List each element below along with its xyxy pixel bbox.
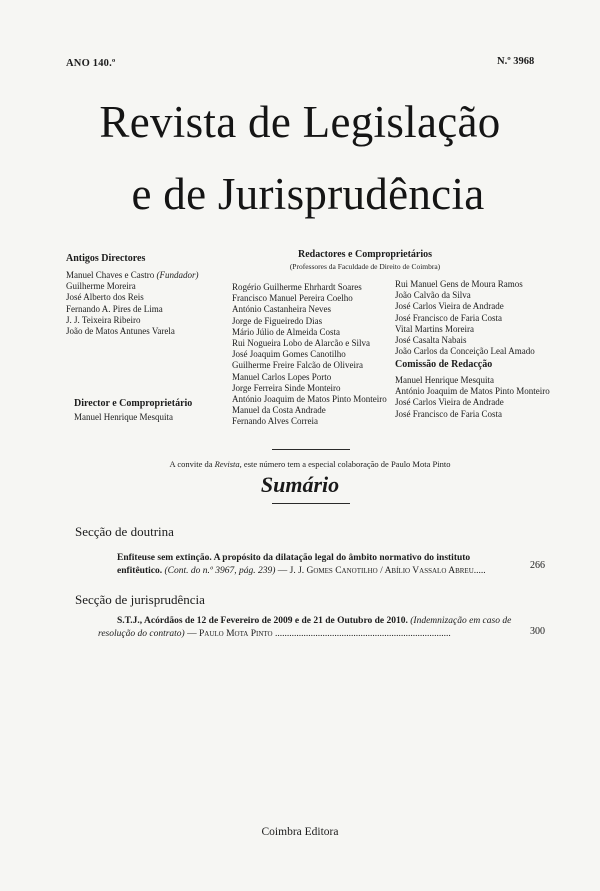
editor: João Carlos da Conceição Leal Amado	[395, 346, 535, 357]
editor: Rogério Guilherme Ehrhardt Soares	[232, 282, 362, 292]
editor: José Casalta Nabais	[395, 335, 467, 346]
editor: António Joaquim de Matos Pinto Monteiro	[232, 394, 387, 405]
journal-title-line2: e de Jurisprudência	[131, 169, 485, 219]
volume-year: ANO 140.º	[66, 58, 116, 69]
editor: Vital Martins Moreira	[395, 323, 474, 334]
editor: João Calvão da Silva	[395, 290, 471, 301]
doctrine-page-number: 266	[530, 560, 545, 571]
issue-number: N.º 3968	[497, 56, 535, 67]
doctrine-section-title: Secção de doutrina	[75, 524, 174, 539]
editors-column-2	[395, 279, 535, 357]
editor: Mário Júlio de Almeida Costa	[232, 326, 340, 337]
editors-column-1	[232, 282, 387, 428]
committee-member: José Carlos Vieira de Andrade	[395, 397, 504, 408]
editors-heading: Redactores e Comproprietários	[297, 249, 433, 260]
divider-bottom	[272, 503, 350, 504]
jurisprudence-section-title: Secção de jurisprudência	[75, 592, 205, 607]
director-name: Manuel Henrique Mesquita	[74, 412, 173, 422]
editor: Manuel Carlos Lopes Porto	[232, 371, 332, 382]
former-director: J. J. Teixeira Ribeiro	[66, 314, 141, 325]
editor: Jorge Ferreira Sinde Monteiro	[232, 382, 341, 393]
former-director: Manuel Chaves e Castro (Fundador)	[66, 270, 199, 280]
doctrine-entry: Enfiteuse sem extinção. A propósito da dilatação legal do âmbito normativo do instituto enfitêutico. (Cont. do n.º 3967, pág. 239) — J. J. Gomes Canotilho / Abílio Vassalo Abreu.....	[117, 553, 486, 576]
editor: Francisco Manuel Pereira Coelho	[232, 293, 353, 304]
editorial-committee-list	[395, 375, 550, 420]
editor: António Castanheira Neves	[232, 304, 331, 315]
former-director: José Alberto dos Reis	[66, 292, 144, 303]
editorial-committee-heading: Comissão de Redacção	[395, 359, 493, 370]
summary-title: Sumário	[260, 472, 340, 497]
former-director: Fernando A. Pires de Lima	[66, 303, 163, 314]
director-heading: Director e Comproprietário	[74, 398, 193, 409]
editor: José Joaquim Gomes Canotilho	[232, 349, 346, 360]
editor: Rui Nogueira Lobo de Alarcão e Silva	[232, 338, 370, 349]
editor: Fernando Alves Correia	[232, 416, 318, 427]
jurisprudence-entry: S.T.J., Acórdãos de 12 de Fevereiro de 2009 e de 21 de Outubro de 2010. (Indemnização em caso de resolução do contrato) — Paulo Mota Pinto ..........................................................................	[98, 616, 512, 639]
divider-top	[272, 449, 350, 450]
former-directors-list	[66, 270, 198, 337]
editor: Guilherme Freire Falcão de Oliveira	[232, 360, 363, 371]
former-directors-heading: Antigos Directores	[66, 253, 146, 264]
editor: José Carlos Vieira de Andrade	[395, 301, 504, 312]
publisher: Coimbra Editora	[261, 826, 339, 838]
collaboration-note: A convite da Revista, este número tem a especial colaboração de Paulo Mota Pinto	[169, 459, 451, 469]
journal-title-line1: Revista de Legislação	[99, 97, 501, 147]
editor: Jorge de Figueiredo Dias	[232, 315, 323, 326]
jurisprudence-page-number: 300	[530, 626, 545, 637]
committee-member: Manuel Henrique Mesquita	[395, 375, 494, 385]
committee-member: José Francisco de Faria Costa	[395, 408, 502, 419]
editor: Rui Manuel Gens de Moura Ramos	[395, 279, 523, 289]
editor: Manuel da Costa Andrade	[232, 405, 326, 416]
editor: José Francisco de Faria Costa	[395, 312, 502, 323]
former-director: Guilherme Moreira	[66, 281, 136, 292]
former-director: João de Matos Antunes Varela	[66, 326, 175, 337]
committee-member: António Joaquim de Matos Pinto Monteiro	[395, 386, 550, 397]
editors-subheading: (Professores da Faculdade de Direito de Coimbra)	[289, 262, 441, 271]
